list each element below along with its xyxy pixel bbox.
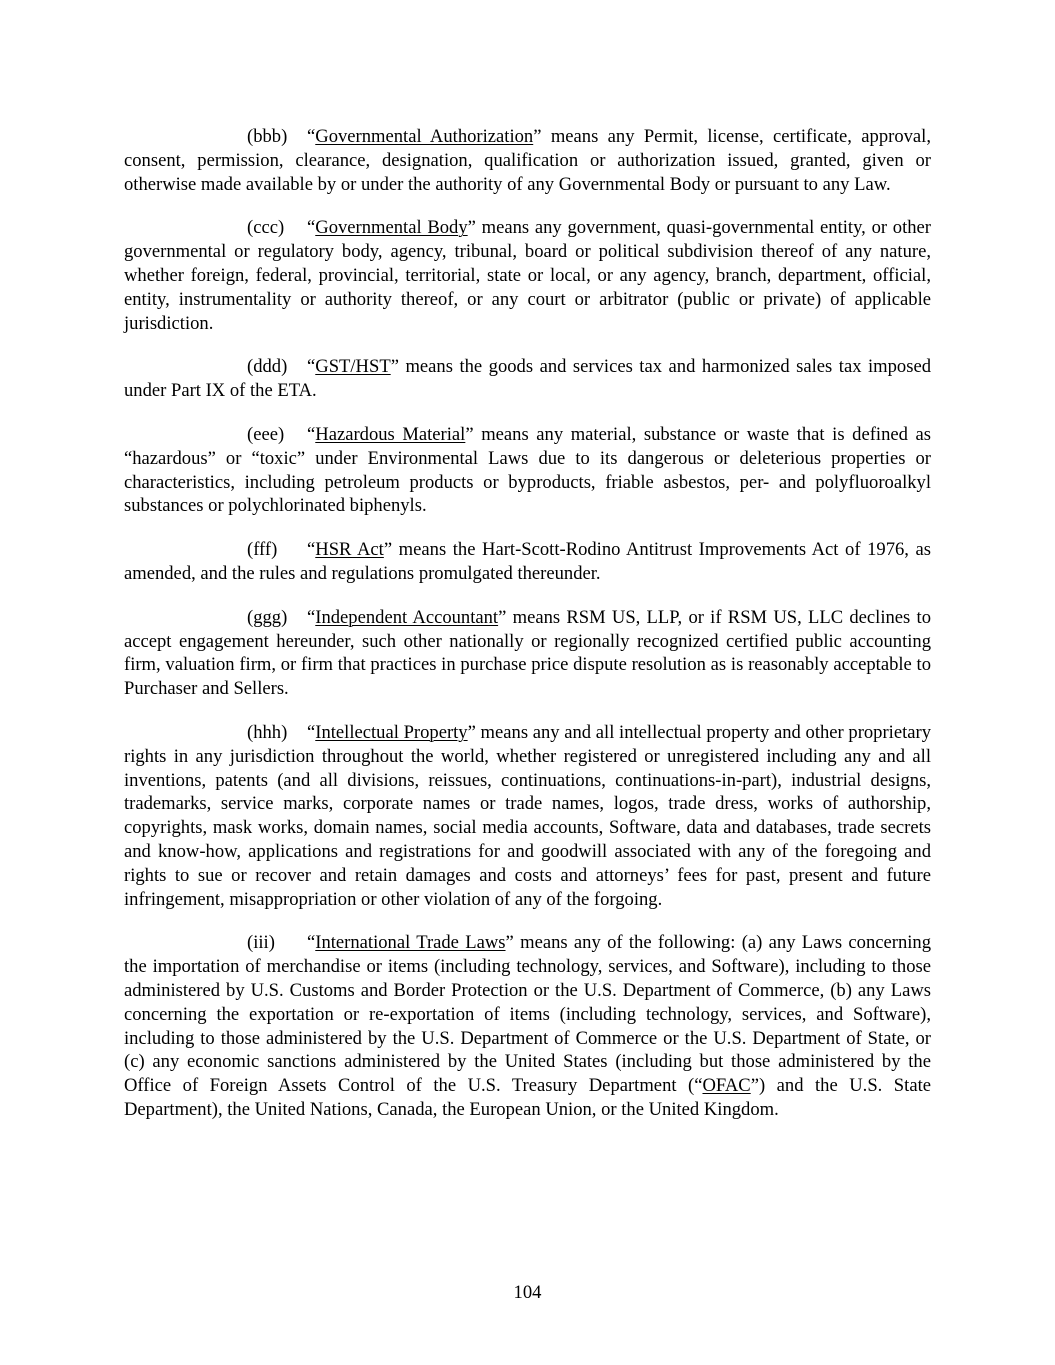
definition-label: (iii)	[247, 932, 275, 954]
defined-term: GST/HST	[315, 356, 391, 378]
definition-text: means any government, quasi-governmental entity, or other governmental or regulatory body, agency, tribunal, board or political subdivision thereof of any nature, whether foreign, federal, provincial, territorial, state or local, or any agency, branch, department, official, entity, instrumentality or authority thereof, or any court or arbitrator (public or private) of applicable jurisdiction.	[124, 217, 931, 334]
defined-term: Hazardous Material	[315, 423, 466, 445]
document-page	[124, 125, 931, 1142]
definition-fff: (fff) “HSR Act” means the Hart-Scott-Rodino Antitrust Improvements Act of 1976, as amended, and the rules and regulations promulgated thereunder.	[124, 539, 932, 584]
definition-text: means the Hart-Scott-Rodino Antitrust Improvements Act of 1976, as amended, and the rules and regulations promulgated thereunder.	[124, 539, 932, 584]
definition-text: means any Permit, license, certificate, approval, consent, permission, clearance, designation, qualification or authorization issued, granted, given or otherwise made available by or under the authority of any Governmental Body or pursuant to any Law.	[124, 126, 931, 195]
defined-term: Intellectual Property	[315, 721, 468, 743]
definition-label: (hhh)	[247, 721, 288, 743]
definition-ddd: (ddd) “GST/HST” means the goods and services tax and harmonized sales tax imposed under Part IX of the ETA.	[124, 356, 931, 402]
definition-label: (ddd)	[247, 356, 288, 378]
definition-label: (fff)	[247, 539, 278, 561]
definition-text: means any and all intellectual property and other proprietary rights in any jurisdiction throughout the world, whether registered or unregistered including any and all inventions, patents (and all divisions, reissues, continuations, continuations-in-part), industrial designs, trademarks, service marks, corporate names or trade names, logos, trade dress, works of authorship, copyrights, mask works, domain names, social media accounts, Software, data and databases, trade secrets and know-how, applications and registrations for and goodwill associated with any of the foregoing and rights to sue or recover and retain damages and costs and attorneys’ fees for past, present and future infringement, misappropriation or other violation of any of the forgoing.	[124, 721, 931, 910]
definition-hhh: (hhh) “Intellectual Property” means any and all intellectual property and other proprietary rights in any jurisdiction throughout the world, whether registered or unregistered including any and all inventions, patents (and all divisions, reissues, continuations, continuations-in-part), industrial designs, trademarks, service marks, corporate names or trade names, logos, trade dress, works of authorship, copyrights, mask works, domain names, social media accounts, Software, data and databases, trade secrets and know-how, applications and registrations for and goodwill associated with any of the foregoing and rights to sue or recover and retain damages and costs and attorneys’ fees for past, present and future infringement, misappropriation or other violation of any of the forgoing.	[124, 721, 931, 910]
definition-text-after: ”) and the U.S. State Department), the United Nations, Canada, the European Union, or the United Kingdom.	[124, 1075, 931, 1120]
definition-label: (bbb)	[247, 126, 288, 147]
definition-text: means RSM US, LLP, or if RSM US, LLC declines to accept engagement hereunder, such other nationally or regionally recognized certified public accounting firm, valuation firm, or firm that practices in purchase price dispute resolution as is reasonably acceptable to Purchaser and Sellers.	[124, 606, 931, 700]
defined-term: International Trade Laws	[315, 932, 506, 954]
defined-term: Governmental Body	[315, 217, 468, 239]
definition-bbb: (bbb) “Governmental Authorization” means any Permit, license, certificate, approval, consent, permission, clearance, designation, qualification or authorization issued, granted, given or otherwise made available by or under the authority of any Governmental Body or pursuant to any Law.	[124, 126, 931, 195]
definition-iii: (iii) “International Trade Laws” means any of the following: (a) any Laws concerning the importation of merchandise or items (including technology, services, and Software), including to those administered by U.S. Customs and Border Protection or the U.S. Department of Commerce, (b) any Laws concerning the exportation or re-exportation of items (including technology, services, and Software), including to those administered by the U.S. Department of Commerce or the U.S. Department of State, or (c) any economic sanctions administered by the United States (including but those administered by the Office of Foreign Assets Control of the U.S. Treasury Department (“OFAC”) and the U.S. State Department), the United Nations, Canada, the European Union, or the United Kingdom.	[124, 932, 931, 1120]
definition-ccc: (ccc) “Governmental Body” means any government, quasi-governmental entity, or other governmental or regulatory body, agency, tribunal, board or political subdivision thereof of any nature, whether foreign, federal, provincial, territorial, state or local, or any agency, branch, department, official, entity, instrumentality or authority thereof, or any court or arbitrator (public or private) of applicable jurisdiction.	[124, 217, 931, 334]
definition-text: means any material, substance or waste that is defined as “hazardous” or “toxic” under Environmental Laws due to its dangerous or deleterious properties or characteristics, including petroleum products or byproducts, friable asbestos, per- and polyfluoroalkyl substances or polychlorinated biphenyls.	[124, 423, 931, 517]
definition-label: (eee)	[247, 423, 285, 445]
defined-term-ofac: OFAC	[702, 1075, 751, 1097]
definition-label: (ggg)	[247, 606, 288, 628]
definition-text: means the goods and services tax and harmonized sales tax imposed under Part IX of the ETA.	[124, 356, 931, 402]
page-number: 104	[513, 1282, 542, 1303]
defined-term: Governmental Authorization	[315, 126, 534, 147]
definition-eee: (eee) “Hazardous Material” means any material, substance or waste that is defined as “hazardous” or “toxic” under Environmental Laws due to its dangerous or deleterious properties or characteristics, including petroleum products or byproducts, friable asbestos, per- and polyfluoroalkyl substances or polychlorinated biphenyls.	[124, 423, 931, 517]
defined-term: Independent Accountant	[315, 606, 499, 628]
definition-text: means any of the following: (a) any Laws concerning the importation of merchandise or items (including technology, services, and Software), including to those administered by U.S. Customs and Border Protection or the U.S. Department of Commerce, (b) any Laws concerning the exportation or re-exportation of items (including technology, services, and Software), including to those administered by the U.S. Department of Commerce or the U.S. Department of State, or (c) any economic sanctions administered by the United States (including but those administered by the Office of Foreign Assets Control of the U.S. Treasury Department (“	[124, 932, 931, 1097]
definition-label: (ccc)	[247, 217, 285, 239]
definition-ggg: (ggg) “Independent Accountant” means RSM US, LLP, or if RSM US, LLC declines to accept engagement hereunder, such other nationally or regionally recognized certified public accounting firm, valuation firm, or firm that practices in purchase price dispute resolution as is reasonably acceptable to Purchaser and Sellers.	[124, 606, 931, 700]
defined-term: HSR Act	[315, 539, 384, 561]
